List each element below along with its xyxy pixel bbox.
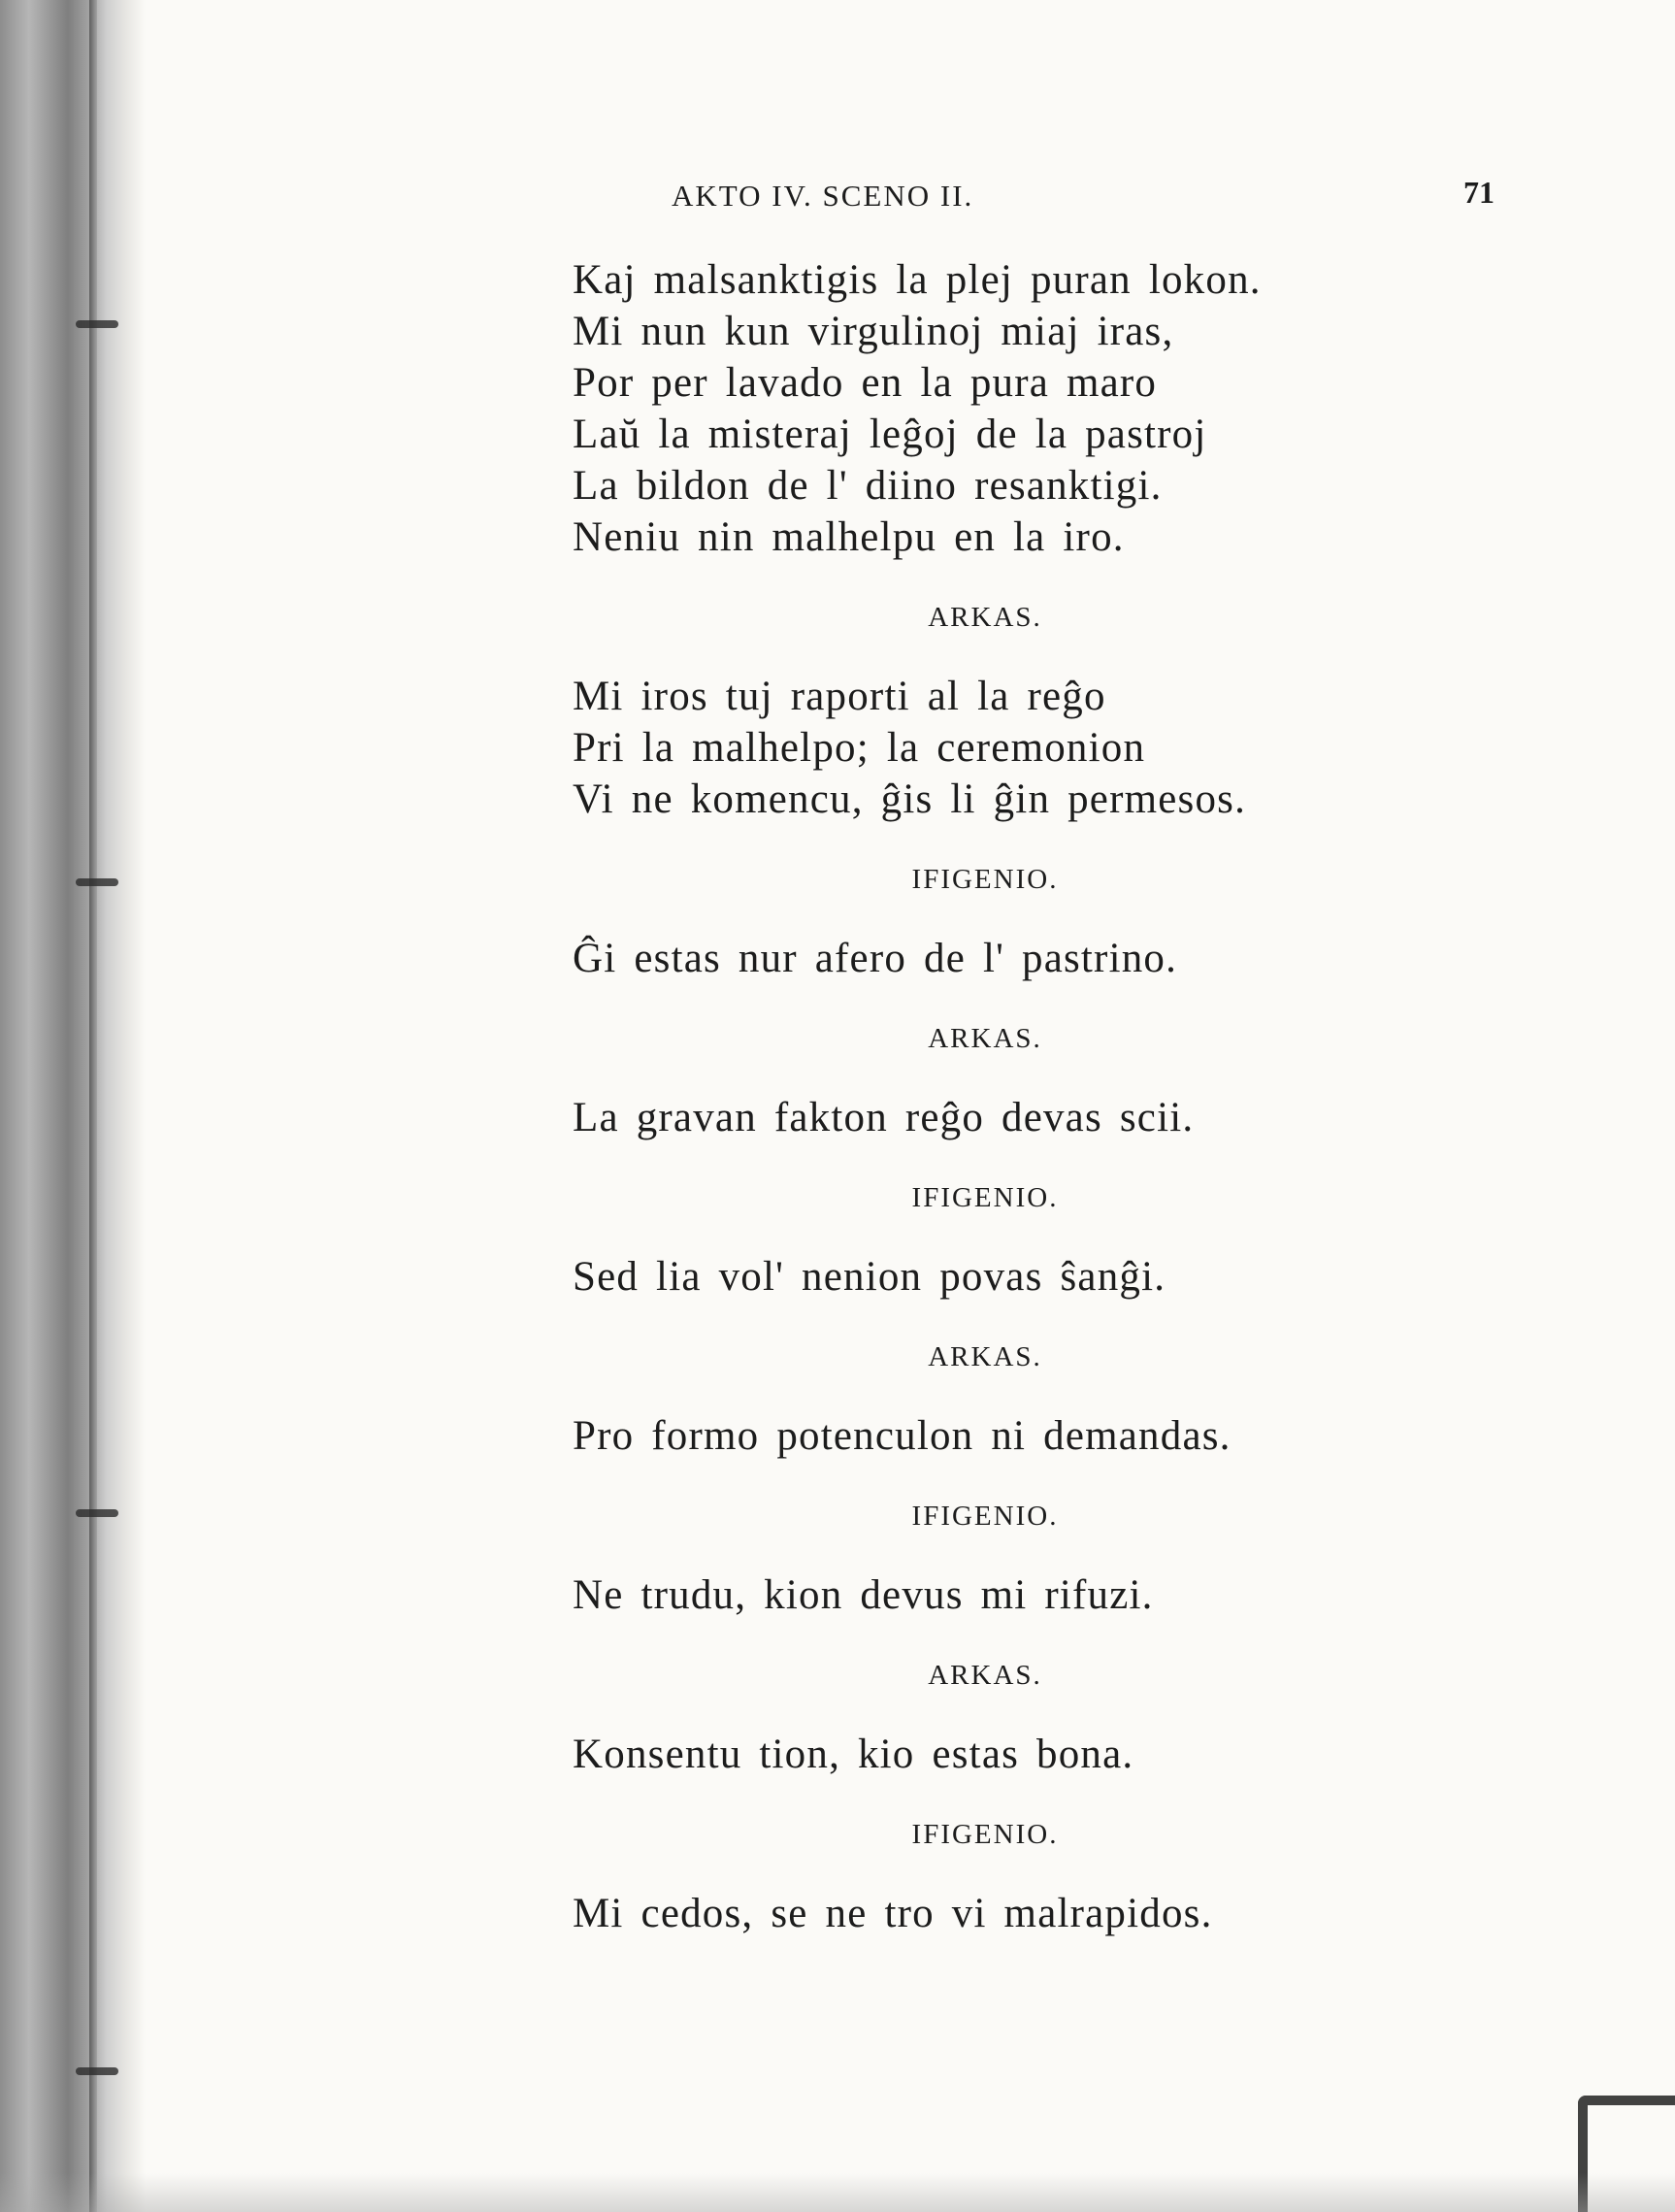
speech xyxy=(573,1410,1349,1462)
page-number: 71 xyxy=(1463,175,1494,210)
speaker-name: IFIGENIO. xyxy=(911,1819,1059,1850)
speaker-name: ARKAS. xyxy=(928,1660,1042,1691)
binding-mark xyxy=(76,2067,118,2075)
verse-line: La bildon de l' diino resanktigi. xyxy=(573,463,1163,509)
verse-line: Neniu nin malhelpu en la iro. xyxy=(573,514,1125,560)
book-spine-gutter xyxy=(0,0,146,2212)
speaker-name: ARKAS. xyxy=(928,1023,1042,1054)
speaker-name: IFIGENIO. xyxy=(911,864,1059,895)
running-head: AKTO IV. SCENO II. xyxy=(672,179,974,213)
verse-line: Pri la malhelpo; la ceremonion xyxy=(573,725,1146,771)
verse-line: Pro formo potenculon ni demandas. xyxy=(573,1413,1232,1459)
bottom-scan-shadow xyxy=(0,2173,1675,2212)
verse-line: Mi iros tuj raporti al la reĝo xyxy=(573,674,1106,719)
verse-line: Konsentu tion, kio estas bona. xyxy=(573,1732,1134,1777)
speaker-name: IFIGENIO. xyxy=(911,1182,1059,1213)
verse-line: Sed lia vol' nenion povas ŝanĝi. xyxy=(573,1254,1166,1300)
binding-mark xyxy=(76,1509,118,1517)
speech xyxy=(573,671,1349,825)
play-text xyxy=(573,254,1349,1939)
speaker-name: IFIGENIO. xyxy=(911,1501,1059,1532)
speaker-name: ARKAS. xyxy=(928,602,1042,633)
verse-line: Por per lavado en la pura maro xyxy=(573,360,1158,406)
spine-edge xyxy=(89,0,97,2212)
speaker-name: ARKAS. xyxy=(928,1341,1042,1372)
speech xyxy=(573,1251,1349,1303)
verse-line: Kaj malsanktigis la plej puran lokon. xyxy=(573,257,1262,303)
verse-line: Mi nun kun virgulinoj miaj iras, xyxy=(573,309,1174,354)
verse-line: La gravan fakton reĝo devas scii. xyxy=(573,1095,1195,1140)
speech xyxy=(573,1092,1349,1143)
speech xyxy=(573,1888,1349,1939)
speech xyxy=(573,1569,1349,1621)
verse-line: Laŭ la misteraj leĝoj de la pastroj xyxy=(573,412,1207,457)
verse-line: Mi cedos, se ne tro vi malrapidos. xyxy=(573,1891,1213,1936)
verse-line: Vi ne komencu, ĝis li ĝin permesos. xyxy=(573,776,1247,822)
verse-line: Ne trudu, kion devus mi rifuzi. xyxy=(573,1572,1154,1618)
page-header xyxy=(0,175,1675,223)
speech xyxy=(573,933,1349,984)
opening-speech xyxy=(573,254,1349,563)
speech xyxy=(573,1729,1349,1780)
verse-line: Ĝi estas nur afero de l' pastrino. xyxy=(573,936,1178,981)
binding-mark xyxy=(76,878,118,886)
binding-mark xyxy=(76,320,118,328)
